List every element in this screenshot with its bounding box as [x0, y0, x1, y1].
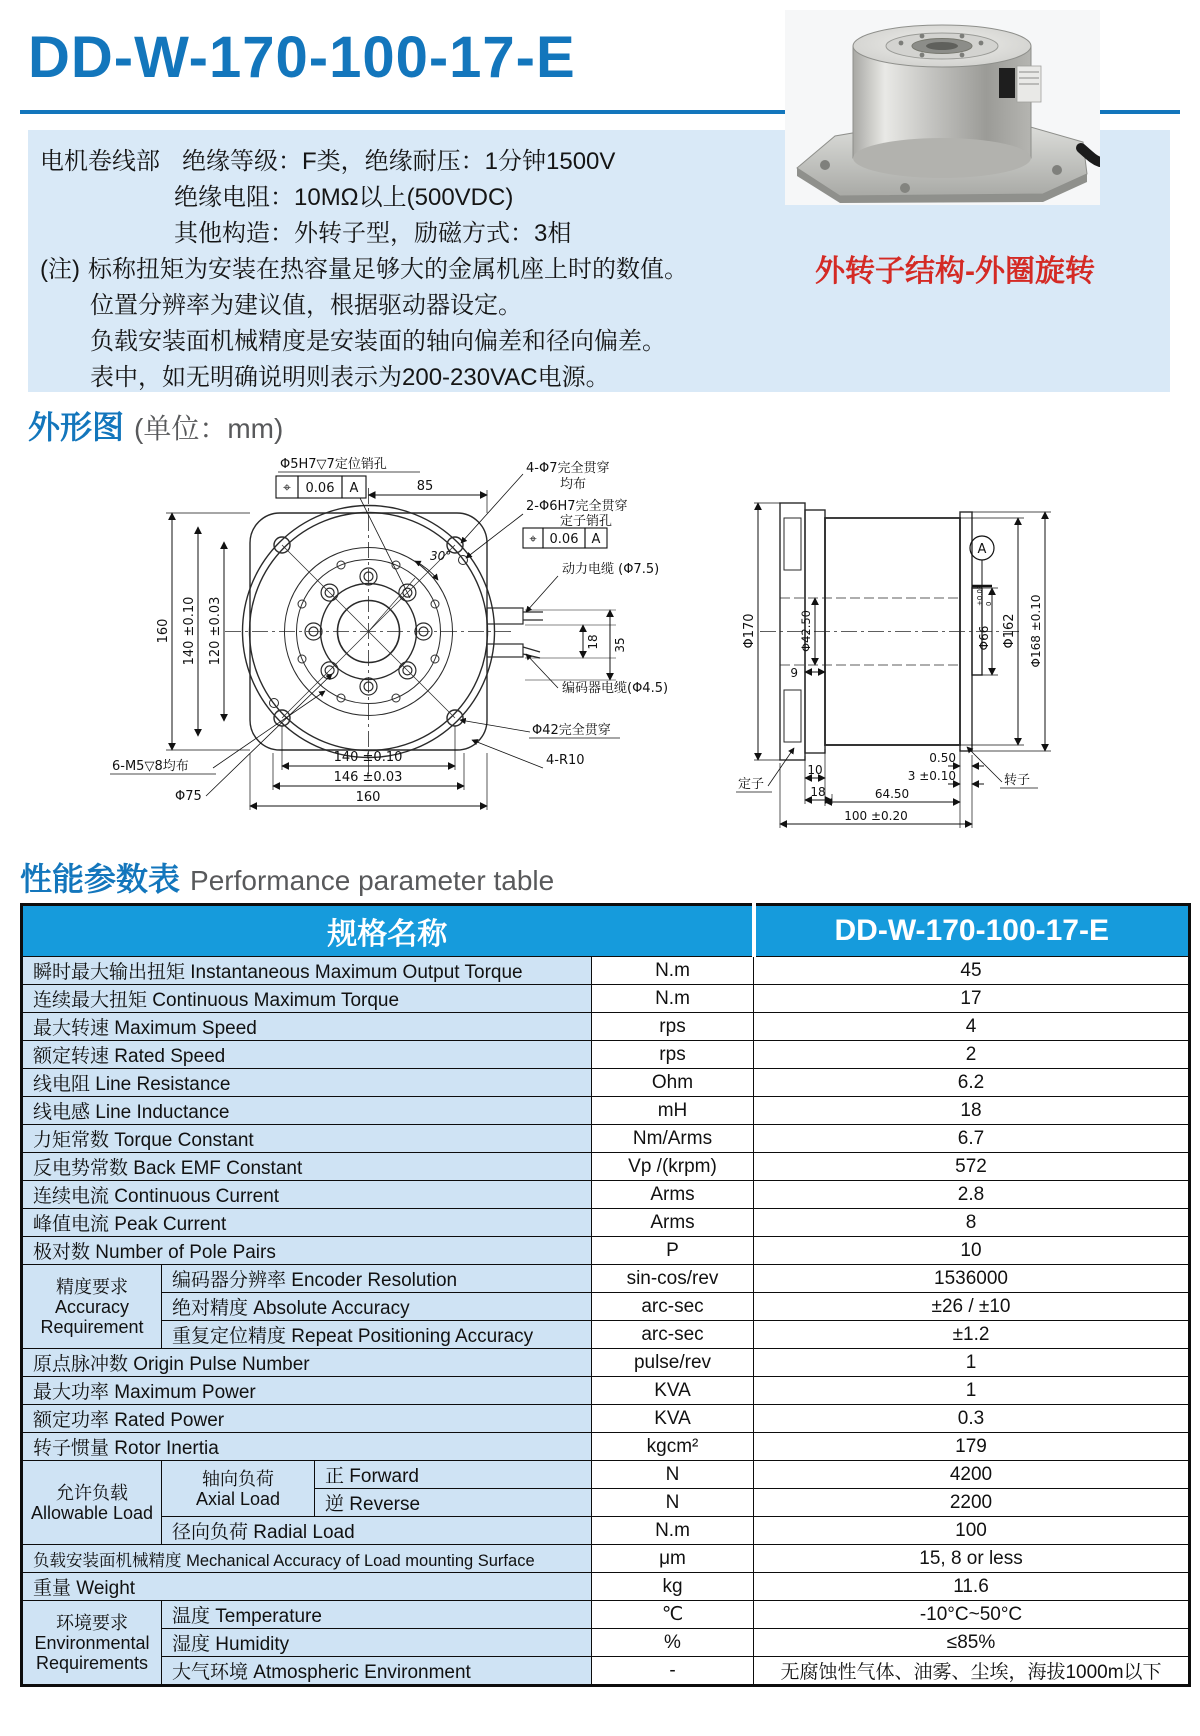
param-value: 2200 [754, 1489, 1190, 1517]
param-value: 无腐蚀性气体、油雾、尘埃，海拔1000m以下 [754, 1657, 1190, 1686]
position-tolerance-value: 0.06 [305, 481, 335, 496]
param-unit: Ohm [592, 1069, 754, 1097]
param-value: ±26 / ±10 [754, 1293, 1190, 1321]
table-row [22, 1069, 1190, 1097]
param-unit: N [592, 1489, 754, 1517]
param-value: 17 [754, 985, 1190, 1013]
param-value: 6.7 [754, 1125, 1190, 1153]
param-name: 极对数 Number of Pole Pairs [22, 1237, 592, 1265]
front-angle-30: 30° [430, 549, 452, 563]
param-unit: rps [592, 1013, 754, 1041]
side-dim-3: 3 ±0.10 [907, 769, 956, 783]
param-name: 正 Forward [315, 1461, 592, 1489]
info-other-structure: 其他构造：外转子型，励磁方式：3相 [174, 220, 572, 247]
side-dim-18: 18 [810, 785, 826, 799]
param-value: 45 [754, 957, 1190, 985]
param-unit: Arms [592, 1181, 754, 1209]
table-header-row [22, 905, 1190, 957]
front-dim-18: 18 [586, 634, 600, 650]
page-title: DD-W-170-100-17-E [28, 25, 576, 90]
param-unit: % [592, 1629, 754, 1657]
position-tolerance2-value: 0.06 [549, 532, 579, 547]
front-m5-label: 6-M5▽8均布 [112, 759, 189, 774]
param-name: 瞬时最大输出扭矩 Instantaneous Maximum Output Torque [22, 957, 592, 985]
param-value: 100 [754, 1517, 1190, 1545]
param-value: 572 [754, 1153, 1190, 1181]
param-unit: N.m [592, 957, 754, 985]
table-row [22, 1041, 1190, 1069]
param-unit: arc-sec [592, 1293, 754, 1321]
front-r10-label: 4-R10 [546, 753, 585, 768]
param-name: 反电势常数 Back EMF Constant [22, 1153, 592, 1181]
param-name: 额定功率 Rated Power [22, 1405, 592, 1433]
side-dim-10: 10 [807, 763, 823, 777]
front-dim-85: 85 [416, 479, 434, 494]
cad-drawing [20, 448, 1180, 842]
param-name: 重复定位精度 Repeat Positioning Accuracy [162, 1321, 592, 1349]
front-dim-120-left: 120 ±0.03 [208, 596, 223, 666]
param-value: 4200 [754, 1461, 1190, 1489]
param-value: 6.2 [754, 1069, 1190, 1097]
front-dim-35: 35 [613, 637, 627, 653]
param-name: 湿度 Humidity [162, 1629, 592, 1657]
param-unit: pulse/rev [592, 1349, 754, 1377]
motor-label-chip [999, 68, 1015, 98]
outline-heading-cn: 外形图 [28, 409, 125, 445]
allowable-load-group-cell: 允许负载 Allowable Load [22, 1461, 162, 1545]
table-row [22, 1181, 1190, 1209]
side-dim-dia42-5: Φ42.50 [799, 610, 813, 652]
performance-heading-cn: 性能参数表 [20, 861, 181, 897]
info-motor-label: 电机卷线部 [40, 148, 160, 175]
param-value: 15, 8 or less [754, 1545, 1190, 1573]
note-text-3: 负载安装面机械精度是安装面的轴向偏差和径向偏差。 [90, 328, 666, 355]
front-dim-140-left: 140 ±0.10 [182, 596, 197, 666]
table-row [22, 1209, 1190, 1237]
param-unit: - [592, 1657, 754, 1686]
param-value: 11.6 [754, 1573, 1190, 1601]
param-name: 连续最大扭矩 Continuous Maximum Torque [22, 985, 592, 1013]
table-row [22, 1461, 1190, 1489]
note-label: (注) [40, 256, 80, 283]
param-name: 连续电流 Continuous Current [22, 1181, 592, 1209]
param-unit: kgcm² [592, 1433, 754, 1461]
info-note-4 [28, 360, 1170, 396]
param-value: ±1.2 [754, 1321, 1190, 1349]
param-name: 力矩常数 Torque Constant [22, 1125, 592, 1153]
table-row [22, 1433, 1190, 1461]
position-tolerance-datum: A [349, 481, 359, 496]
front-power-cable-label: 动力电缆 (Φ7.5) [562, 562, 660, 577]
table-row [22, 1293, 1190, 1321]
param-name: 最大转速 Maximum Speed [22, 1013, 592, 1041]
param-name: 转子惯量 Rotor Inertia [22, 1433, 592, 1461]
param-unit: Vp /(krpm) [592, 1153, 754, 1181]
param-name: 负载安装面机械精度 Mechanical Accuracy of Load mounting Surface [22, 1545, 592, 1573]
param-unit: arc-sec [592, 1321, 754, 1349]
param-value: 0.3 [754, 1405, 1190, 1433]
param-unit: sin-cos/rev [592, 1265, 754, 1293]
param-value: 8 [754, 1209, 1190, 1237]
info-note-3 [28, 324, 1170, 360]
table-row [22, 985, 1190, 1013]
position-tolerance-symbol: ⌖ [283, 480, 291, 496]
table-row [22, 1629, 1190, 1657]
side-dim-9: 9 [790, 666, 798, 680]
table-row [22, 1349, 1190, 1377]
front-dim-160-bottom: 160 [355, 790, 381, 805]
side-rotor-label: 转子 [1004, 773, 1031, 788]
param-value: 1 [754, 1349, 1190, 1377]
param-unit: μm [592, 1545, 754, 1573]
param-unit: rps [592, 1041, 754, 1069]
performance-heading-en: Performance parameter table [190, 865, 555, 896]
param-unit: Nm/Arms [592, 1125, 754, 1153]
cable-connectors [487, 608, 543, 658]
param-value: ≤85% [754, 1629, 1190, 1657]
note-text-4: 表中，如无明确说明则表示为200-230VAC电源。 [90, 364, 610, 391]
note-text-1: 标称扭矩为安装在热容量足够大的金属机座上时的数值。 [87, 256, 688, 283]
front-2holes-label: 2-Φ6H7完全贯穿 [526, 499, 628, 514]
table-row [22, 1517, 1190, 1545]
param-unit: N [592, 1461, 754, 1489]
param-unit: N.m [592, 985, 754, 1013]
param-value: 2 [754, 1041, 1190, 1069]
param-unit: N.m [592, 1517, 754, 1545]
info-insulation-resistance: 绝缘电阻：10MΩ以上(500VDC) [174, 184, 514, 211]
param-value: 179 [754, 1433, 1190, 1461]
rotor-structure-caption: 外转子结构-外圈旋转 [815, 255, 1095, 288]
param-name: 原点脉冲数 Origin Pulse Number [22, 1349, 592, 1377]
table-row [22, 1545, 1190, 1573]
param-unit: KVA [592, 1405, 754, 1433]
param-unit: mH [592, 1097, 754, 1125]
accuracy-group-cell: 精度要求 Accuracy Requirement [22, 1265, 162, 1349]
side-dim-dia66-tol-bot: 0 [985, 601, 993, 606]
side-dim-dia66-tol-top: +0.03 [976, 584, 984, 606]
info-insulation-class: 绝缘等级：F类，绝缘耐压：1分钟1500V [182, 148, 616, 175]
axial-load-group-cell: 轴向负荷 Axial Load [162, 1461, 315, 1517]
param-unit: ℃ [592, 1601, 754, 1629]
param-name: 逆 Reverse [315, 1489, 592, 1517]
front-dia75-label: Φ75 [175, 789, 202, 804]
table-row [22, 1237, 1190, 1265]
param-name: 重量 Weight [22, 1573, 592, 1601]
side-dim-dia162: Φ162 [1002, 613, 1017, 649]
motor-photo-illustration [785, 10, 1100, 205]
front-4holes-label2: 均布 [560, 477, 587, 492]
side-dim-dia168: Φ168 ±0.10 [1029, 594, 1043, 668]
table-row [22, 1097, 1190, 1125]
front-encoder-cable-label: 编码器电缆(Φ4.5) [562, 681, 669, 696]
param-value: -10°C~50°C [754, 1601, 1190, 1629]
table-row [22, 957, 1190, 985]
front-4holes-label: 4-Φ7完全贯穿 [526, 461, 610, 476]
param-name: 线电阻 Line Resistance [22, 1069, 592, 1097]
outline-heading-unit: (单位：mm) [134, 413, 284, 444]
side-dim-6450: 64.50 [874, 787, 910, 801]
model-header: DD-W-170-100-17-E [754, 905, 1190, 957]
table-row [22, 1321, 1190, 1349]
table-row [22, 1405, 1190, 1433]
note-text-2: 位置分辨率为建议值，根据驱动器设定。 [90, 292, 522, 319]
side-datum-a: A [977, 542, 987, 557]
param-unit: KVA [592, 1377, 754, 1405]
table-row [22, 1573, 1190, 1601]
param-name: 径向负荷 Radial Load [162, 1517, 592, 1545]
param-unit: Arms [592, 1209, 754, 1237]
front-2holes-label2: 定子销孔 [560, 514, 613, 529]
side-dim-100: 100 ±0.20 [844, 809, 908, 823]
position-tolerance2-datum: A [591, 532, 601, 547]
side-dim-050: 0.50 [929, 751, 956, 765]
param-name: 额定转速 Rated Speed [22, 1041, 592, 1069]
param-unit: kg [592, 1573, 754, 1601]
side-dim-dia170: Φ170 [742, 613, 757, 649]
front-thru42-label: Φ42完全贯穿 [532, 723, 611, 738]
table-row [22, 1153, 1190, 1181]
front-pinhole-label: Φ5H7▽7定位销孔 [280, 457, 387, 472]
param-name: 最大功率 Maximum Power [22, 1377, 592, 1405]
front-dim-160-left: 160 [156, 618, 171, 644]
outline-section-heading [28, 402, 283, 448]
table-row [22, 1265, 1190, 1293]
param-value: 10 [754, 1237, 1190, 1265]
outline-drawings [20, 448, 1180, 842]
side-stator-label: 定子 [738, 777, 765, 792]
param-name: 峰值电流 Peak Current [22, 1209, 592, 1237]
param-value: 18 [754, 1097, 1190, 1125]
param-name: 编码器分辨率 Encoder Resolution [162, 1265, 592, 1293]
performance-section-heading [20, 854, 554, 900]
param-unit: P [592, 1237, 754, 1265]
param-name: 线电感 Line Inductance [22, 1097, 592, 1125]
param-value: 1536000 [754, 1265, 1190, 1293]
front-dim-146-bottom: 146 ±0.03 [333, 770, 403, 785]
table-row [22, 1601, 1190, 1629]
performance-parameter-table [20, 903, 1191, 1687]
param-value: 1 [754, 1377, 1190, 1405]
param-value: 2.8 [754, 1181, 1190, 1209]
spec-name-header: 规格名称 [22, 905, 754, 957]
info-note-2 [28, 288, 1170, 324]
param-name: 大气环境 Atmospheric Environment [162, 1657, 592, 1686]
table-row [22, 1013, 1190, 1041]
side-dim-dia66: Φ66 [977, 625, 991, 651]
position-tolerance2-symbol: ⌖ [529, 532, 537, 547]
table-row [22, 1377, 1190, 1405]
param-name: 绝对精度 Absolute Accuracy [162, 1293, 592, 1321]
table-row [22, 1125, 1190, 1153]
environment-group-cell: 环境要求 Environmental Requirements [22, 1601, 162, 1686]
table-row [22, 1657, 1190, 1686]
param-value: 4 [754, 1013, 1190, 1041]
param-name: 温度 Temperature [162, 1601, 592, 1629]
front-dim-140-bottom: 140 ±0.10 [333, 750, 403, 765]
product-photo [785, 10, 1100, 205]
